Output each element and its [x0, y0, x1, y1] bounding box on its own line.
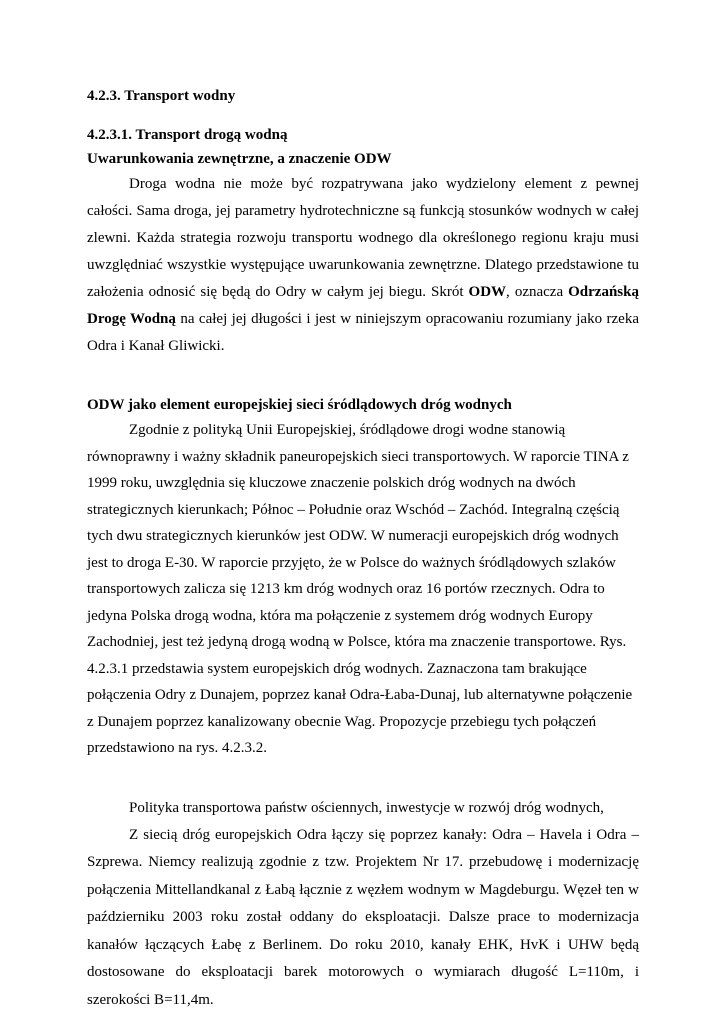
odw-full-name: Odrzańską Drogę Wodną: [87, 284, 639, 327]
paragraph-text: na całej jej długości i jest w niniejszym opracowaniu rozumiany jako rzeka Odra i Kanał Gliwicki.: [87, 311, 639, 354]
document-page: [87, 84, 639, 1014]
topic-heading-conditions: Uwarunkowania zewnętrzne, a znaczenie ODW: [87, 151, 392, 167]
section-heading: 4.2.3. Transport wodny: [87, 88, 236, 104]
abbreviation-odw: ODW: [468, 284, 507, 300]
paragraph-eu-policy: Zgodnie z polityką Unii Europejskiej, śródlądowe drogi wodne stanowią równoprawny i ważny składnik paneuropejskich sieci transportowych. W raporcie TINA z 1999 roku, uwzględnia się kluczowe znaczenie polskich dróg wodnych na dwóch strategicznych kierunkach; Północ – Południe oraz Wschód – Zachód. Integralną częścią tych dwu strategicznych kierunków jest ODW. W numeracji europejskich dróg wodnych jest to droga E-30. W raporcie przyjęto, że w Polsce do ważnych śródlądowych szlaków transportowych zalicza się 1213 km dróg wodnych oraz 16 portów rzecznych. Odra to jedyna Polska drogą wodna, która ma połączenie z systemem dróg wodnych Europy Zachodniej, jest też jedyną drogą wodną w Polsce, która ma znaczenie transportowe. Rys. 4.2.3.1 przedstawia system europejskich dróg wodnych. Zaznaczona tam brakujące połączenia Odry z Dunajem, poprzez kanał Odra-Łaba-Dunaj, lub alternatywne połączenie z Dunajem poprzez kanalizowany obecnie Wag. Propozycje przebiegu tych połączeń przedstawiono na rys. 4.2.3.2.: [87, 422, 633, 756]
paragraph-text: Droga wodna nie może być rozpatrywana jako wydzielony element z pewnej całości. Sama droga, jej parametry hydrotechniczne są funkcją stosunków wodnych w całej zlewni. Każda strategia rozwoju transportu wodnego dla określonego regionu kraju musi uwzględniać wszystkie występujące uwarunkowania zewnętrzne. Dlatego przedstawione tu założenia odnosić się będą do Odry w całym jej biegu. Skrót: [87, 176, 639, 300]
paragraph-european-links: Z siecią dróg europejskich Odra łączy się poprzez kanały: Odra – Havela i Odra – Szprewa. Niemcy realizują zgodnie z tzw. Projektem Nr 17. przebudowę i modernizację połączenia Mittellandkanal z Łabą łącznie z węzłem wodnym w Magdeburgu. Węzeł ten w październiku 2003 roku został oddany do eksploatacji. Dalsze prace to modernizacja kanałów łączących Łabę z Berlinem. Do roku 2010, kanały EHK, HvK i UHW będą dostosowane do eksploatacji barek motorowych o wymiarach długość L=110m, i szerokości B=11,4m.: [87, 826, 639, 1008]
subsection-heading: 4.2.3.1. Transport drogą wodną: [87, 127, 288, 143]
paragraph-text: , oznacza: [506, 284, 569, 300]
paragraph-odw-conditions: [87, 171, 639, 360]
topic-heading-european-network: ODW jako element europejskiej sieci śródlądowych dróg wodnych: [87, 397, 512, 413]
paragraph-neighbour-policy: Polityka transportowa państw ościennych, inwestycje w rozwój dróg wodnych,: [129, 799, 604, 816]
